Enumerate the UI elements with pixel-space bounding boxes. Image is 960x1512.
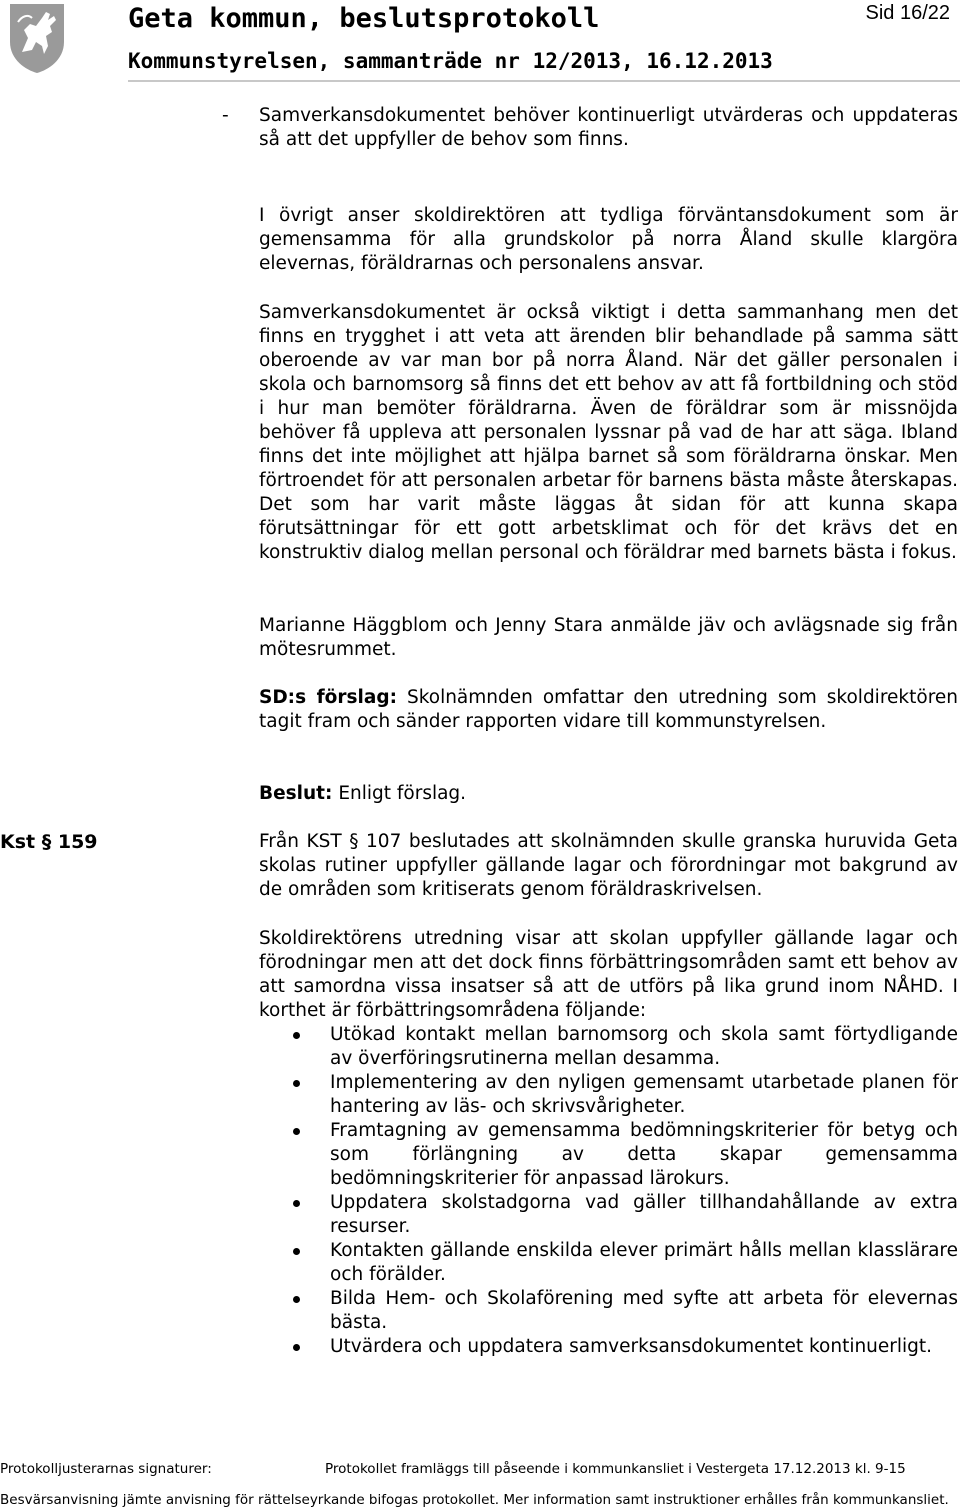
list-item-text: Kontakten gällande enskilda elever primärt hålls mellan klasslärare och förälder. bbox=[330, 1240, 958, 1285]
signatures-label: Protokolljusterarnas signaturer: bbox=[0, 1461, 212, 1477]
list-item-text: Implementering av den nyligen gemensamt utarbetade planen för hantering av läs- och skrivsvårigheter. bbox=[330, 1072, 958, 1117]
proposal-text: Skolnämnden omfattar den utredning som skoldirektören tagit fram och sänder rapporten vidare till kommunstyrelsen. bbox=[259, 687, 958, 732]
bullet-icon bbox=[293, 1128, 300, 1135]
header-divider bbox=[128, 80, 960, 82]
list-item bbox=[259, 1119, 958, 1191]
bullet-icon bbox=[293, 1344, 300, 1351]
list-item bbox=[259, 1191, 958, 1239]
list-item bbox=[259, 1287, 958, 1335]
footer-signature-row bbox=[0, 1459, 960, 1479]
document-title: Geta kommun, beslutsprotokoll bbox=[128, 3, 600, 34]
section-label-kst-159: Kst § 159 bbox=[0, 831, 98, 853]
kst-paragraph-investigation: Skoldirektörens utredning visar att skolan uppfyller gällande lagar och förodningar men att det dock finns förbättringsområden samt ett behov av att samordna vissa insatser så att de utförs på lika grund inom NÅHD. I korthet är förbättringsområdena följande: bbox=[259, 928, 958, 1021]
proposal-paragraph bbox=[259, 686, 958, 734]
list-item bbox=[259, 1023, 958, 1071]
page-number: Sid 16/22 bbox=[865, 2, 950, 24]
list-item bbox=[259, 1335, 958, 1359]
list-item bbox=[259, 1239, 958, 1287]
geta-coat-of-arms-logo bbox=[8, 2, 66, 74]
bullet-icon bbox=[293, 1200, 300, 1207]
list-item bbox=[259, 1071, 958, 1119]
dash-marker: - bbox=[222, 105, 229, 126]
appeal-instructions: Besvärsanvisning jämte anvisning för rättelseyrkande bifogas protokollet. Mer information samt instruktioner erhålles från kommunkansliet. bbox=[0, 1492, 949, 1508]
bullet-icon bbox=[293, 1248, 300, 1255]
kst-paragraph-background: Från KST § 107 beslutades att skolnämnden skulle granska huruvida Geta skolas rutiner uppfyller gällande lagar och förordningar mot bakgrund av de områden som kritiserats genom föräldraskrivelsen. bbox=[259, 831, 958, 900]
paragraph-disqualification: Marianne Häggblom och Jenny Stara anmälde jäv och avlägsnade sig från mötesrummet. bbox=[259, 615, 958, 660]
decision-paragraph bbox=[259, 782, 958, 806]
list-item-text: Bilda Hem- och Skolaförening med syfte att arbeta för elevernas bästa. bbox=[330, 1288, 958, 1333]
paragraph-expectations: I övrigt anser skoldirektören att tydliga förväntansdokument som är gemensamma för alla grundskolor på norra Åland skulle klargöra elevernas, föräldrarnas och personalens ansvar. bbox=[259, 205, 958, 274]
meeting-subtitle: Kommunstyrelsen, sammanträde nr 12/2013, 16.12.2013 bbox=[128, 49, 773, 73]
bullet-icon bbox=[293, 1032, 300, 1039]
bullet-icon bbox=[293, 1296, 300, 1303]
dash-list-item: Samverkansdokumentet behöver kontinuerligt utvärderas och uppdateras så att det uppfyller de behov som finns. bbox=[259, 105, 958, 150]
paragraph-cooperation: Samverkansdokumentet är också viktigt i detta sammanhang men det finns en trygghet i att veta att ärenden blir behandlade på samma sätt oberoende av var man bor på norra Åland. När det gäller personalen i skola och barnomsorg så finns det ett behov av att få fortbildning och stöd i hur man bemöter föräldrarna. Även de föräldrar som är missnöjda behöver få uppleva att personalen lyssnar på vad de har att säga. Ibland finns det inte möjlighet att hjälpa barnet så som föräldrarna önskar. Men förtroendet för att personalen arbetar för barnens bästa måste återskapas. Det som har varit måste läggas åt sidan för att kunna skapa förutsättningar för ett gott arbetsklimat och för det krävs det en konstruktiv dialog mellan personal och föräldrar med barnets bästa i fokus. bbox=[259, 302, 958, 563]
decision-text: Enligt förslag. bbox=[338, 783, 467, 804]
proposal-label: SD:s förslag: bbox=[259, 687, 397, 708]
list-item-text: Framtagning av gemensamma bedömningskriterier för betyg och som förlängning av detta skapar gemensamma bedömningskriterier för anpassad lärokurs. bbox=[330, 1120, 958, 1189]
list-item-text: Utökad kontakt mellan barnomsorg och skola samt förtydligande av överföringsrutinerna mellan desamma. bbox=[330, 1024, 958, 1069]
bullet-icon bbox=[293, 1080, 300, 1087]
list-item-text: Utvärdera och uppdatera samverksansdokumentet kontinuerligt. bbox=[330, 1336, 933, 1357]
improvement-areas-list bbox=[259, 1023, 958, 1359]
list-item-text: Uppdatera skolstadgorna vad gäller tillhandahållande av extra resurser. bbox=[330, 1192, 958, 1237]
decision-label: Beslut: bbox=[259, 783, 333, 804]
display-notice: Protokollet framläggs till påseende i kommunkansliet i Vestergeta 17.12.2013 kl. 9-15 bbox=[325, 1461, 906, 1477]
